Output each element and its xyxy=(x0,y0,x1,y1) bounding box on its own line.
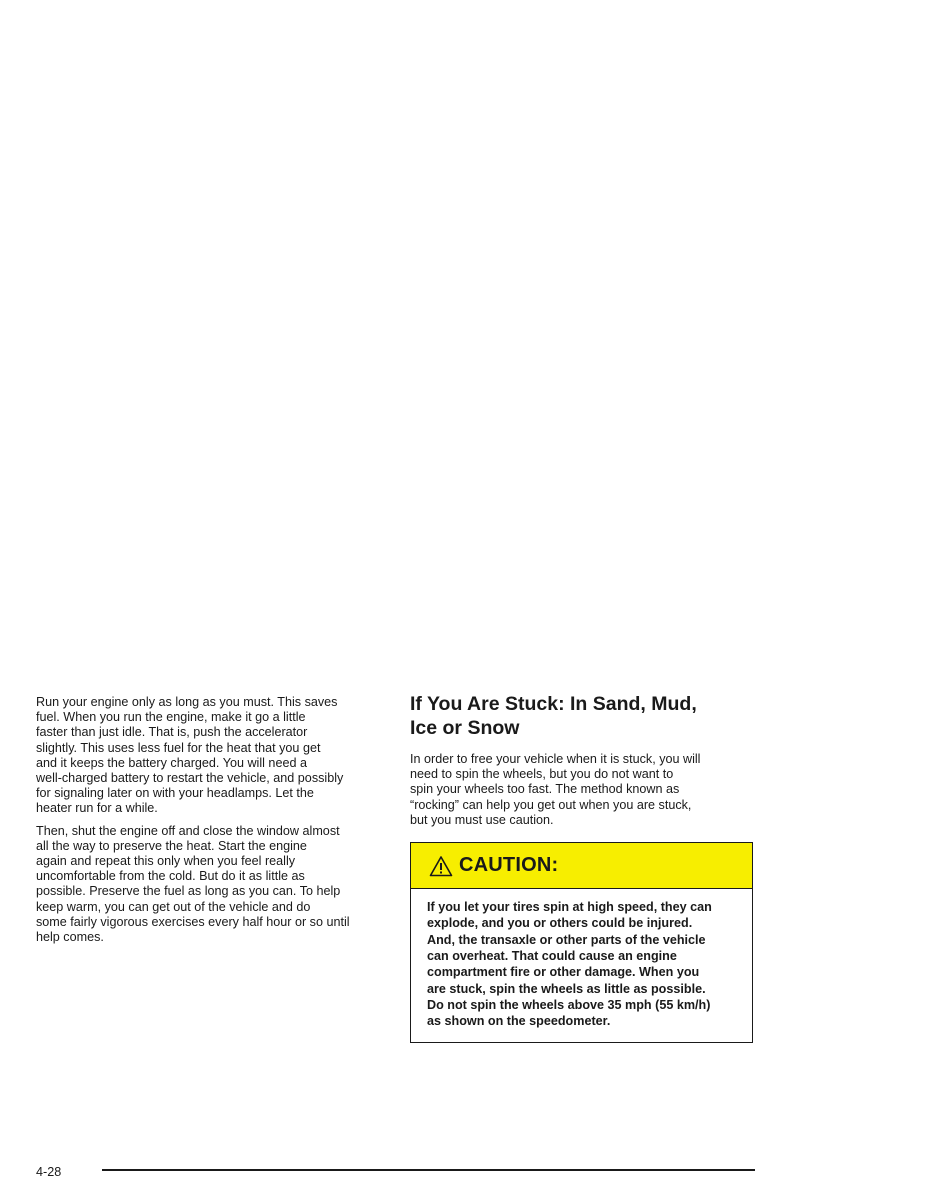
intro-paragraph: In order to free your vehicle when it is stuck, you will need to spin the wheels, but you do not want to spin your wheels too fast. The method known as “rocking” can help you get out when you are stuck, but you must use caution. xyxy=(410,752,701,827)
caution-header xyxy=(411,843,752,889)
right-column xyxy=(410,692,755,1043)
section-heading: If You Are Stuck: In Sand, Mud, Ice or Snow xyxy=(410,693,697,739)
paragraph-shut-engine: Then, shut the engine off and close the window almost all the way to preserve the heat. Start the engine again and repeat this only when you feel really uncomfortable from the cold. But do it as little as possible. Preserve the fuel as long as you can. To help keep warm, you can get out of the vehicle and do some fairly vigorous exercises every half hour or so until help comes. xyxy=(36,823,350,945)
footer-rule xyxy=(102,1169,755,1171)
caution-box xyxy=(410,842,753,1043)
page-number: 4-28 xyxy=(36,1165,62,1179)
left-column xyxy=(36,695,384,952)
paragraph-run-engine: Run your engine only as long as you must. This saves fuel. When you run the engine, make it go a little faster than just idle. That is, push the accelerator slightly. This uses less fuel for the heat that you get and it keeps the battery charged. You will need a well-charged battery to restart the vehicle, and possibly for signaling later on with your headlamps. Let the heater run for a while. xyxy=(36,695,344,816)
caution-title: CAUTION: xyxy=(459,854,559,877)
warning-triangle-icon xyxy=(429,855,453,877)
caution-text: If you let your tires spin at high speed, they can explode, and you or others could be injured. And, the transaxle or other parts of the vehicle can overheat. That could cause an engine compartment fire or other damage. When you are stuck, spin the wheels as little as possible. Do not spin the wheels above 35 mph (55 km/h) as shown on the speedometer. xyxy=(427,900,712,1029)
